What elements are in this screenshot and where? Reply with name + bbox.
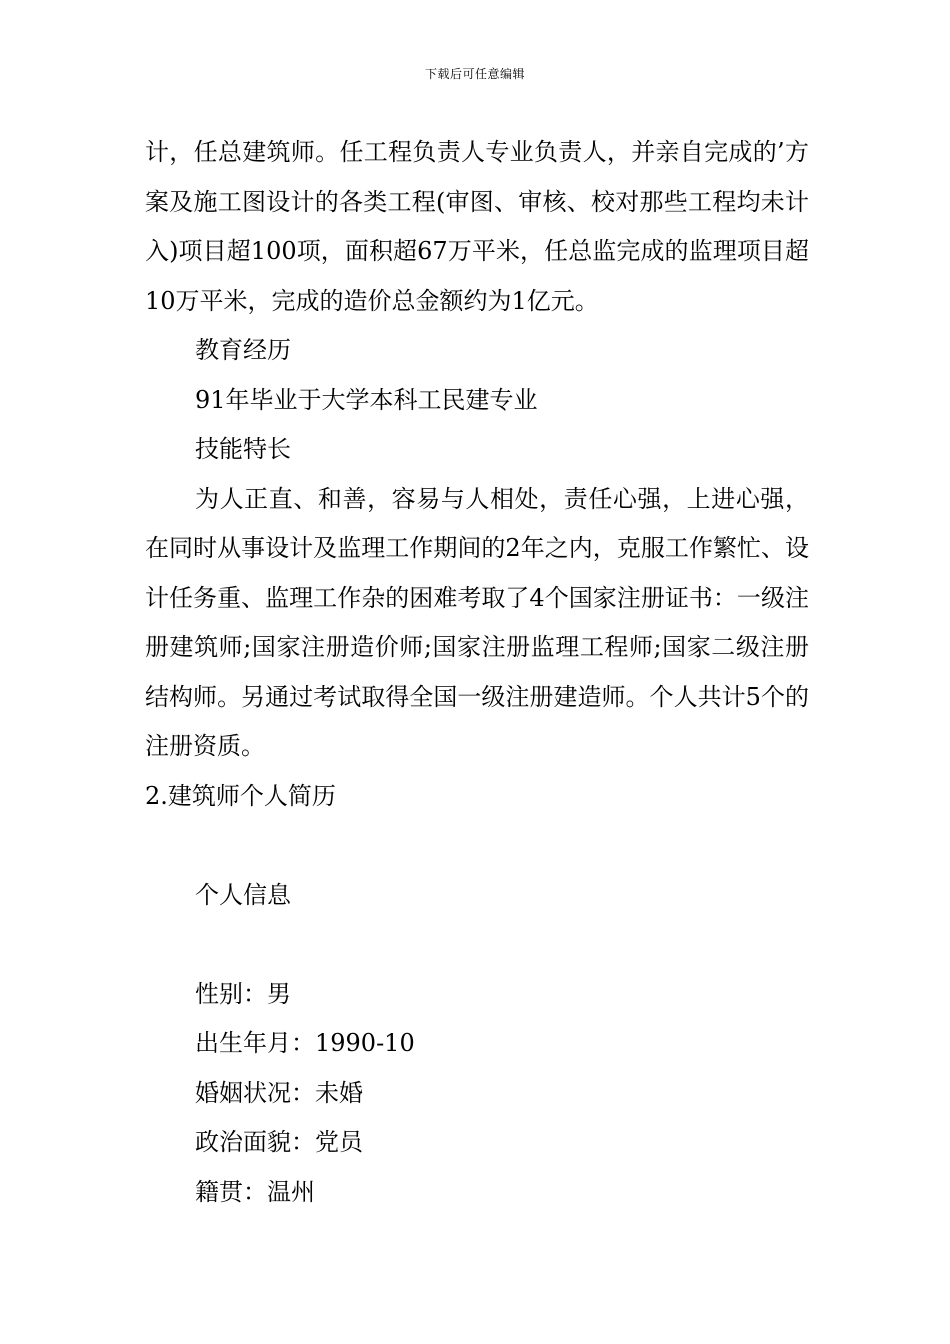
personal-info-heading: 个人信息 — [195, 880, 291, 909]
birth-line: 出生年月：1990-10 — [195, 1029, 415, 1057]
document-body — [145, 128, 809, 1217]
spacer — [145, 821, 809, 871]
work-experience-paragraph: 计，任总建筑师。任工程负责人专业负责人，并亲自完成的’方案及施工图设计的各类工程(审图、审核、校对那些工程均未计入)项目超100项，面积超67万平米，任总监完成的监理项目超10万平米，完成的造价总金额约为1亿元。 — [145, 138, 809, 315]
native-place-line: 籍贯：温州 — [195, 1177, 315, 1206]
marital-status-line: 婚姻状况：未婚 — [195, 1078, 363, 1107]
skills-heading: 技能特长 — [195, 435, 291, 463]
education-text: 91年毕业于大学本科工民建专业 — [195, 385, 538, 414]
page-header: 下载后可任意编辑 — [424, 67, 525, 81]
political-status-line: 政治面貌：党员 — [195, 1128, 363, 1156]
education-heading: 教育经历 — [195, 336, 291, 364]
section-title: 2.建筑师个人简历 — [145, 781, 336, 810]
spacer — [145, 920, 809, 970]
skills-paragraph: 为人正直、和善，容易与人相处，责任心强，上进心强，在同时从事设计及监理工作期间的2年之内，克服工作繁忙、设计任务重、监理工作杂的困难考取了4个国家注册证书：一级注册建筑师;国家注册造价师;国家注册监理工程师;国家二级注册结构师。另通过考试取得全国一级注册建造师。个人共计5个的注册资质。 — [145, 484, 809, 760]
gender-line: 性别：男 — [195, 979, 291, 1008]
